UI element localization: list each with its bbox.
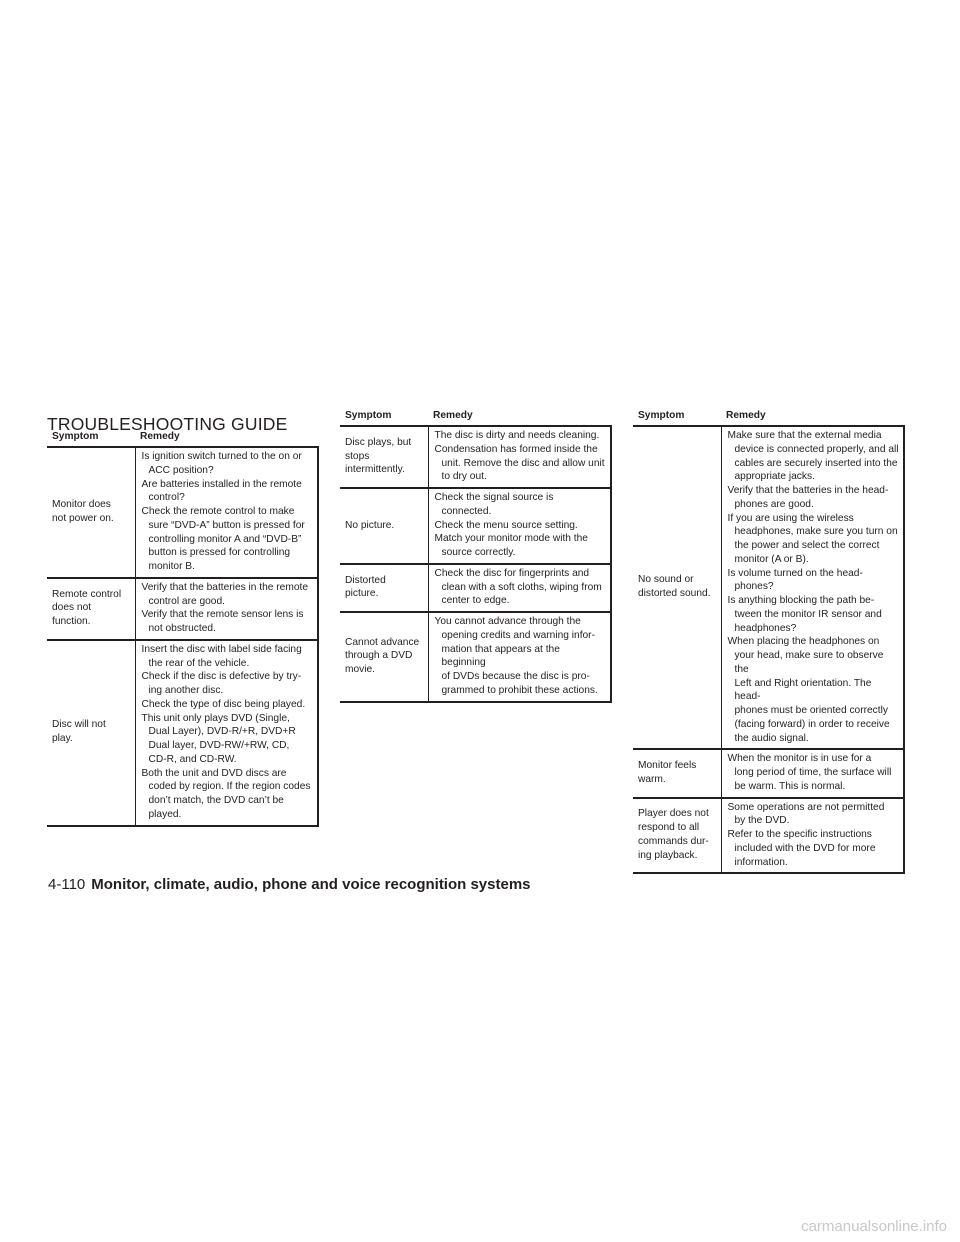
symptom-text-line: not power on. [52,512,114,524]
symptom-cell [340,612,428,702]
remedy-header: Remedy [721,408,904,426]
page-number: 4-110 [48,876,86,893]
remedy-text-line: Verify that the batteries in the remote [141,581,308,593]
symptom-text-line: through a DVD [345,650,413,662]
remedy-header: Remedy [428,408,611,426]
remedy-text-line: appropriate jacks. [734,471,815,483]
remedy-text-line: Dual Layer), DVD-R/+R, DVD+R [148,726,296,738]
remedy-text-line: information. [734,856,788,868]
remedy-text-line: Both the unit and DVD discs are [141,767,287,779]
remedy-text-line: If you are using the wireless [727,512,854,524]
remedy-text-line: unit. Remove the disc and allow unit [441,457,605,469]
remedy-text-line: Make sure that the external media [727,430,882,441]
remedy-text-line: You cannot advance through the [434,616,581,627]
remedy-text-line: Are batteries installed in the remote [141,478,302,490]
watermark: carmanualsonline.info [801,1218,947,1235]
symptom-cell [47,447,135,578]
remedy-cell [135,447,318,578]
symptom-text-line: Distorted [345,574,386,586]
symptom-cell [47,578,135,640]
remedy-text-line: included with the DVD for more [734,842,876,854]
remedy-text-line: When the monitor is in use for a [727,753,872,765]
remedy-cell [135,578,318,640]
troubleshooting-table-1 [47,429,319,827]
remedy-text-line: device is connected properly, and all [734,443,899,455]
remedy-text-line: by the DVD. [734,815,790,827]
symptom-cell [340,564,428,612]
troubleshooting-table-2 [340,408,612,703]
symptom-cell [633,798,721,874]
remedy-cell [428,564,611,612]
remedy-cell [721,749,904,797]
remedy-text-line: The disc is dirty and needs cleaning. [434,430,600,441]
remedy-text-line: Is ignition switch turned to the on or [141,451,302,462]
remedy-text-line: source correctly. [441,547,516,558]
remedy-text-line: the audio signal. [734,732,809,744]
remedy-cell [721,798,904,874]
symptom-text-line: function. [52,616,91,628]
remedy-text-line: This unit only plays DVD (Single, [141,712,290,724]
remedy-text-line: be warm. This is normal. [734,780,846,792]
remedy-text-line: tween the monitor IR sensor and [734,608,882,620]
section-title: Monitor, climate, audio, phone and voice recognition systems [91,876,531,893]
remedy-cell [721,426,904,749]
remedy-text-line: the power and select the correct [734,540,880,551]
symptom-text-line: respond to all [638,822,700,834]
troubleshooting-table-3 [633,408,905,874]
remedy-text-line: Condensation has formed inside the [434,443,598,455]
remedy-cell [135,640,318,826]
remedy-text-line: headphones, make sure you turn on [734,526,898,538]
symptom-cell [340,488,428,564]
remedy-text-line: sure “DVD-A” button is pressed for [148,519,305,531]
remedy-text-line: Dual layer, DVD-RW/+RW, CD, [148,740,290,751]
table-row [633,798,904,874]
remedy-text-line: (facing forward) in order to receive [734,718,890,730]
remedy-text-line: Check the signal source is [434,492,554,503]
remedy-text-line: your head, make sure to observe the [734,650,884,675]
symptom-text-line: Remote control [52,588,122,600]
remedy-text-line: clean with a soft cloths, wiping from [441,581,602,593]
symptom-text-line: Disc will not [52,719,106,731]
remedy-text-line: CD-R, and CD-RW. [148,753,237,765]
remedy-text-line: not obstructed. [148,623,216,634]
remedy-text-line: Left and Right orientation. The head- [734,677,872,703]
remedy-text-line: played. [148,808,182,820]
table-row [633,426,904,749]
remedy-text-line: Check if the disc is defective by try- [141,671,302,683]
symptom-text-line: commands dur- [638,835,709,847]
remedy-text-line: Check the remote control to make [141,506,295,517]
remedy-text-line: Some operations are not permitted [727,801,885,813]
symptom-text-line: warm. [638,773,666,785]
remedy-cell [428,488,611,564]
remedy-text-line: control? [148,492,185,504]
symptom-text-line: Monitor does [52,499,111,511]
remedy-text-line: Refer to the specific instructions [727,829,872,840]
remedy-text-line: Check the disc for fingerprints and [434,567,590,579]
remedy-cell [428,612,611,702]
remedy-text-line: long period of time, the surface will [734,767,892,778]
symptom-cell [633,426,721,749]
table-row [340,612,611,702]
symptom-text-line: stops [345,450,370,462]
symptom-text-line: Monitor feels [638,760,697,772]
remedy-text-line: grammed to prohibit these actions. [441,684,598,696]
remedy-text-line: When placing the headphones on [727,636,880,648]
symptom-text-line: picture. [345,588,379,600]
remedy-text-line: headphones? [734,622,797,634]
remedy-text-line: ACC position? [148,464,214,476]
table-row [340,488,611,564]
symptom-text-line: intermittently. [345,464,405,476]
remedy-text-line: controlling monitor A and “DVD-B” [148,533,302,545]
remedy-text-line: coded by region. If the region codes [148,781,311,793]
table-row [47,578,318,640]
remedy-text-line: connected. [441,505,492,517]
symptom-header: Symptom [340,408,428,426]
remedy-text-line: control are good. [148,595,225,607]
table-row [340,426,611,488]
remedy-text-line: Check the menu source setting. [434,519,578,531]
symptom-text-line: play. [52,733,73,745]
remedy-text-line: the rear of the vehicle. [148,657,250,669]
symptom-text-line: movie. [345,664,376,676]
remedy-text-line: phones are good. [734,498,814,510]
symptom-text-line: No sound or [638,574,694,586]
table-row [47,640,318,826]
symptom-text-line: Cannot advance [345,636,420,648]
remedy-text-line: mation that appears at the beginning [441,643,560,669]
remedy-text-line: phones must be oriented correctly [734,705,888,716]
remedy-text-line: Verify that the remote sensor lens is [141,609,304,621]
remedy-cell [428,426,611,488]
symptom-cell [47,640,135,826]
remedy-text-line: cables are securely inserted into the [734,457,898,469]
remedy-text-line: button is pressed for controlling [148,547,291,559]
remedy-header: Remedy [135,429,318,447]
symptom-text-line: distorted sound. [638,588,711,600]
page-title: TROUBLESHOOTING GUIDE [47,413,288,434]
remedy-text-line: to dry out. [441,471,487,483]
symptom-text-line: Disc plays, but [345,436,412,448]
symptom-text-line: Player does not [638,808,709,820]
symptom-cell [633,749,721,797]
symptom-text-line: No picture. [345,519,395,531]
remedy-text-line: Is anything blocking the path be- [727,595,875,606]
remedy-text-line: Verify that the batteries in the head- [727,485,889,496]
table-row [633,749,904,797]
symptom-header: Symptom [633,408,721,426]
page-footer [48,876,531,893]
symptom-text-line: ing playback. [638,849,698,861]
symptom-text-line: does not [52,602,92,614]
remedy-text-line: Match your monitor mode with the [434,533,588,545]
remedy-text-line: Check the type of disc being played. [141,698,306,710]
remedy-text-line: Is volume turned on the head- [727,567,863,579]
remedy-text-line: opening credits and warning infor- [441,629,595,641]
remedy-text-line: monitor (A or B). [734,553,809,565]
table-row [340,564,611,612]
table-row [47,447,318,578]
remedy-text-line: Insert the disc with label side facing [141,643,302,655]
remedy-text-line: of DVDs because the disc is pro- [441,671,590,682]
remedy-text-line: don’t match, the DVD can’t be [148,795,284,806]
remedy-text-line: ing another disc. [148,685,224,696]
remedy-text-line: center to edge. [441,595,510,607]
remedy-text-line: phones? [734,581,774,593]
symptom-header: Symptom [47,429,135,447]
symptom-cell [340,426,428,488]
remedy-text-line: monitor B. [148,561,195,572]
